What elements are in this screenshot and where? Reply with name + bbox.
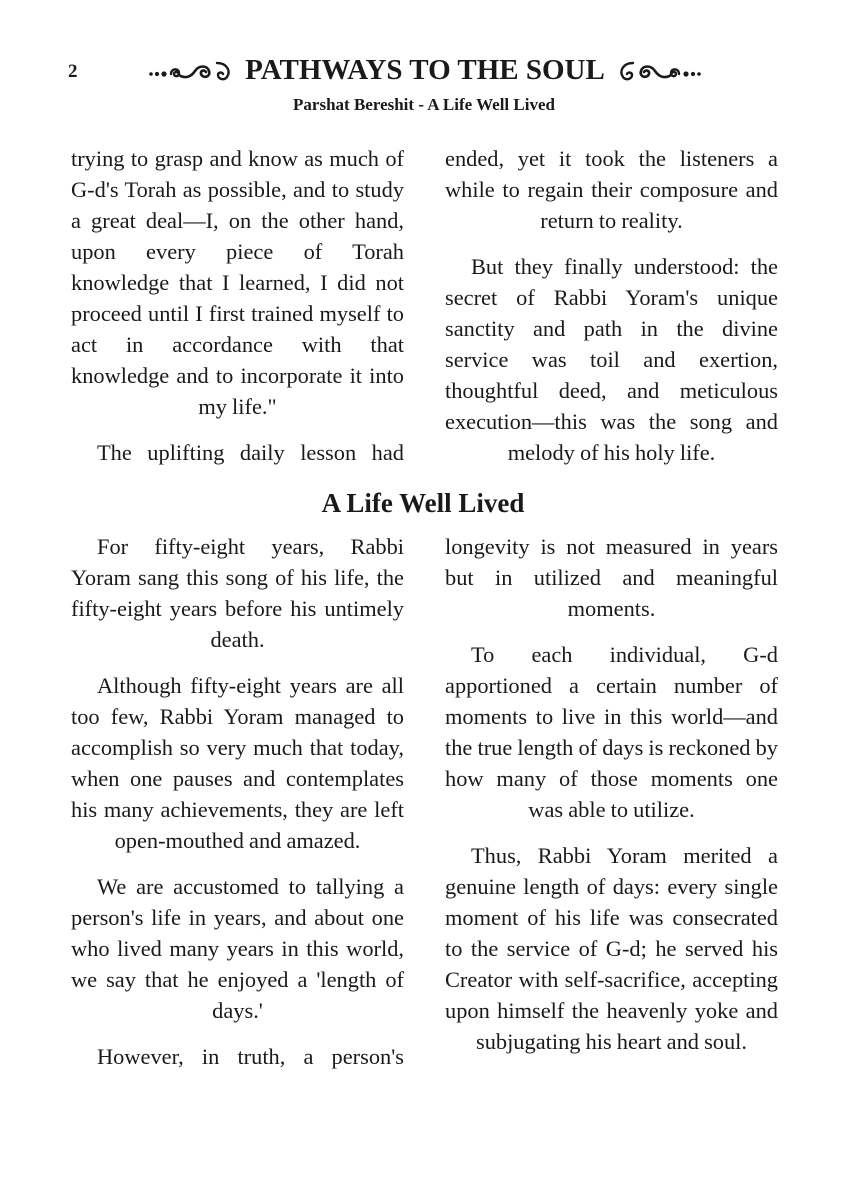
paragraph: The uplifting daily lesson had [97, 440, 404, 465]
scroll-flourish-right-icon [611, 57, 703, 83]
paragraph: But they finally understood: the secret of Rabbi Yoram's unique sanctity and path in the divine service was toil and exertion, thoughtful deed, and meticulous execution—this was the song and melody of his holy life. [445, 254, 778, 465]
masthead [130, 50, 720, 90]
section-heading: A Life Well Lived [321, 488, 525, 518]
section-left-column [71, 531, 404, 1087]
scroll-flourish-left-icon [147, 57, 239, 83]
paragraph: Although fifty-eight years are all too few, Rabbi Yoram managed to accomplish so very much that today, when one pauses and contemplates his many achievements, they are left open-mouthed and amazed. [71, 673, 404, 853]
article-subtitle: Parshat Bereshit - A Life Well Lived [293, 95, 555, 114]
top-left-column [71, 143, 404, 483]
paragraph: However, in truth, a person's [97, 1044, 404, 1069]
paragraph: For fifty-eight years, Rabbi Yoram sang this song of his life, the fifty-eight years before his untimely death. [71, 534, 404, 652]
top-right-column [445, 143, 778, 483]
paragraph: Thus, Rabbi Yoram merited a genuine length of days: every single moment of his life was consecrated to the service of G-d; he served his Creator with self-sacrifice, accepting upon himself the heavenly yoke and subjugating his heart and soul. [445, 843, 778, 1054]
section-right-column [445, 531, 778, 1072]
page-number: 2 [68, 61, 78, 82]
paragraph: trying to grasp and know as much of G-d's Torah as possible, and to study a great deal—I, on the other hand, upon every piece of Torah knowledge that I learned, I did not proceed until I first trained myself to act in accordance with that knowledge and to incorporate it into my life." [71, 146, 404, 419]
publication-title: PATHWAYS TO THE SOUL [245, 54, 605, 86]
paragraph: ended, yet it took the listeners a while to regain their composure and return to reality. [445, 146, 778, 233]
paragraph: We are accustomed to tallying a person's life in years, and about one who lived many years in this world, we say that he enjoyed a 'length of days.' [71, 874, 404, 1023]
paragraph: longevity is not measured in years but in utilized and meaningful moments. [445, 534, 778, 621]
paragraph: To each individual, G-d apportioned a certain number of moments to live in this world—and the true length of days is reckoned by how many of those moments one was able to utilize. [445, 642, 778, 822]
